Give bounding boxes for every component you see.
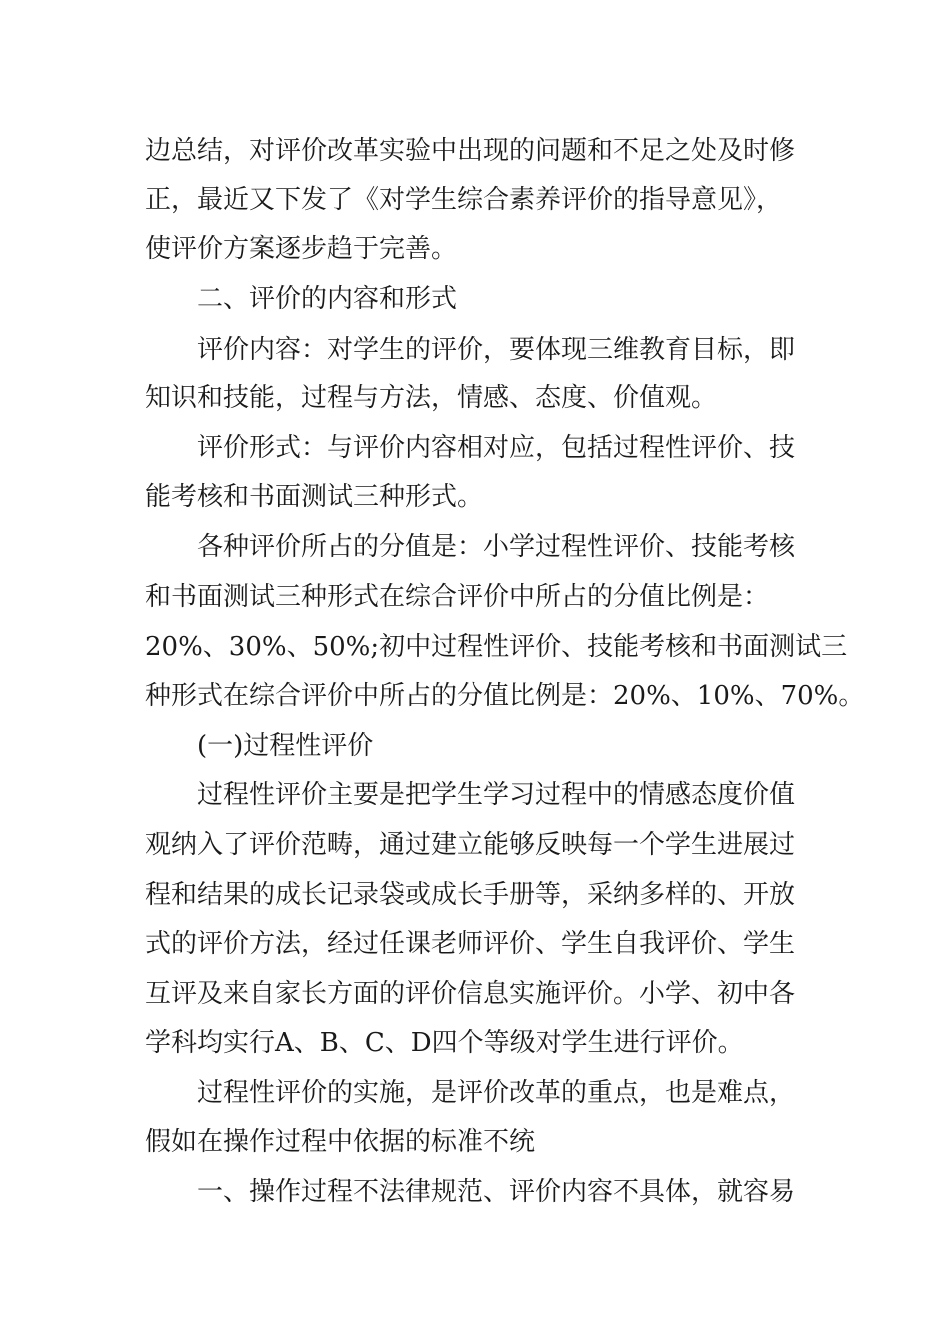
- text-line: 观纳入了评价范畴，通过建立能够反映每一个学生进展过: [145, 830, 796, 860]
- text-line: 式的评价方法，经过任课老师评价、学生自我评价、学生: [145, 929, 796, 959]
- text-line: 评价形式：与评价内容相对应，包括过程性评价、技: [197, 433, 796, 463]
- text-line: 假如在操作过程中依据的标准不统: [145, 1127, 536, 1157]
- text-line: 种形式在综合评价中所占的分值比例是：20%、10%、70%。: [145, 681, 865, 711]
- text-line: 边总结，对评价改革实验中出现的问题和不足之处及时修: [145, 136, 796, 166]
- text-line: 程和结果的成长记录袋或成长手册等，采纳多样的、开放: [145, 880, 796, 910]
- text-line: 互评及来自家长方面的评价信息实施评价。小学、初中各: [145, 979, 796, 1009]
- text-line: 知识和技能，过程与方法，情感、态度、价值观。: [145, 383, 718, 413]
- text-line: 能考核和书面测试三种形式。: [145, 482, 484, 512]
- text-line: 评价内容：对学生的评价，要体现三维教育目标，即: [197, 335, 796, 365]
- text-line: 和书面测试三种形式在综合评价中所占的分值比例是：: [145, 582, 770, 612]
- text-line: 学科均实行A、B、C、D四个等级对学生进行评价。: [145, 1028, 744, 1058]
- text-line: 过程性评价主要是把学生学习过程中的情感态度价值: [197, 780, 796, 810]
- text-line: 使评价方案逐步趋于完善。: [145, 234, 458, 264]
- text-line: 各种评价所占的分值是：小学过程性评价、技能考核: [197, 532, 796, 562]
- subsection-heading: (一)过程性评价: [197, 731, 374, 761]
- text-line: 过程性评价的实施，是评价改革的重点，也是难点，: [197, 1078, 796, 1108]
- section-heading: 二、评价的内容和形式: [197, 284, 458, 314]
- text-line: 正，最近又下发了《对学生综合素养评价的指导意见》，: [145, 185, 783, 215]
- text-line: 20%、30%、50%;初中过程性评价、技能考核和书面测试三: [145, 632, 848, 662]
- text-line: 一、操作过程不法律规范、评价内容不具体，就容易: [197, 1177, 796, 1207]
